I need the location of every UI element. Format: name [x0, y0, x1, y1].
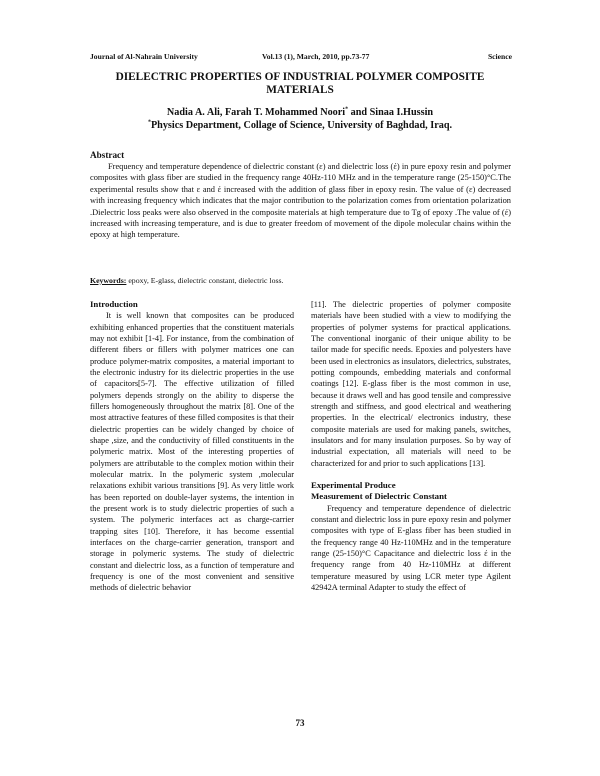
abstract-heading: Abstract: [90, 150, 125, 160]
keywords-text: epoxy, E-glass, dielectric constant, dielectric loss.: [126, 276, 284, 285]
keywords-label: Keywords:: [90, 276, 127, 285]
author-names: Nadia A. Ali, Farah T. Mohammed Noori* and Sinaa I.Hussin: [166, 106, 434, 118]
paper-title: DIELECTRIC PROPERTIES OF INDUSTRIAL POLYMER COMPOSITE MATERIALS: [115, 71, 485, 96]
running-header: [90, 52, 512, 62]
keywords-line: [90, 276, 511, 286]
experimental-heading: Experimental Produce: [311, 479, 396, 490]
abstract-text: Frequency and temperature dependence of dielectric constant (ε) and dielectric loss (έ) in pure epoxy resin and polymer composites with glass fiber are studied in the frequency range 40Hz-110 MHz and in the temperature range (25-150)°C.The experimental results show that ε and έ increased with the addition of glass fiber in epoxy resin. The value of (ε) decreased with increasing frequency which indicates that the major contribution to the polarization comes from orientation polarization .Dielectric loss peaks were also observed in the composite materials at high temperature due to Tg of epoxy .The value of (έ) increased with increasing temperature, and is due to greater freedom of movement of the dipole molecular chains within the epoxy at high temperature.: [90, 162, 511, 240]
introduction-text: It is well known that composites can be produced exhibiting enhanced properties that the constituent materials may not exhibit [1-4]. For instance, from the combination of different fibers or fillers with polymer matrices one can produce polymer-matrix composites, a material important to the electronic industry for its dielectric properties in the use of capacitors[5-7]. The effective utilization of filled polymers depends strongly on the ability to disperse the fillers homogeneously throughout the matrix [8]. One of the most attractive features of these filled composites is that their dielectric properties can be widely changed by choice of shape ,size, and the conductivity of filled constituents in the polymeric matrix. Most of the interesting properties of polymers are attributable to the complex motion within their molecular matrix. In the polymeric system ,molecular relaxations exhibit various transitions [9]. As very little work has been reported on double-layer systems, the intention in the present work is to study dielectric properties of such a system. The polymeric interfaces act as charge-carrier trapping sites [10]. Therefore, it has become essential interfaces on the charge-carrier generation, transport and storage in polymeric systems. The study of dielectric constant and dielectric loss, as a function of temperature and frequency is one of the most convenient and sensitive methods of dielectric behavior: [90, 311, 294, 593]
left-column: [90, 299, 294, 594]
introduction-heading: Introduction: [90, 299, 138, 309]
volume-info: Vol.13 (1), March, 2010, pp.73-77: [262, 52, 370, 61]
journal-name: Journal of Al-Nahrain University: [90, 52, 198, 61]
experimental-subheading: Measurement of Dielectric Constant: [311, 491, 447, 502]
author-block: [90, 106, 510, 132]
right-column: [311, 299, 511, 593]
introduction-continuation: [11]. The dielectric properties of polymer composite materials have been studied with a view to modifying the properties of polymer systems for practical applications. The conventional inorganic of their unique ability to be tailor made for specific needs. Epoxies and polyesters have been used in electronics as insulators, dielectrics, substrates, potting compounds, embedding materials and conformal coatings [12]. E-glass fiber is the most common in use, because it draws well and has good tensile and compressive strength and stiffness, and good electrical and weathering properties. In the electrical/ electronics industry, these composite materials are used for making panels, switches, insulators and for many insulation purposes. So by way of industrial expectation, all materials will need to be characterized for and prior to such applications [13].: [311, 300, 511, 468]
page-number: 73: [295, 718, 305, 728]
author-affiliation: *Physics Department, Collage of Science, University of Baghdad, Iraq.: [147, 119, 453, 131]
section-name: Science: [487, 52, 512, 61]
experimental-text: Frequency and temperature dependence of dielectric constant and dielectric loss in pure epoxy resin and polymer composites with type of E-glass fiber has been studied in the frequency range 40 Hz-110MHz and in the temperature range (25-150)°C Capacitance and dielectric loss έ in the frequency range from 40 Hz-110MHz at different temperature measured by using LCR meter type Agilent 42942A terminal Adapter to study the effect of: [311, 503, 511, 592]
